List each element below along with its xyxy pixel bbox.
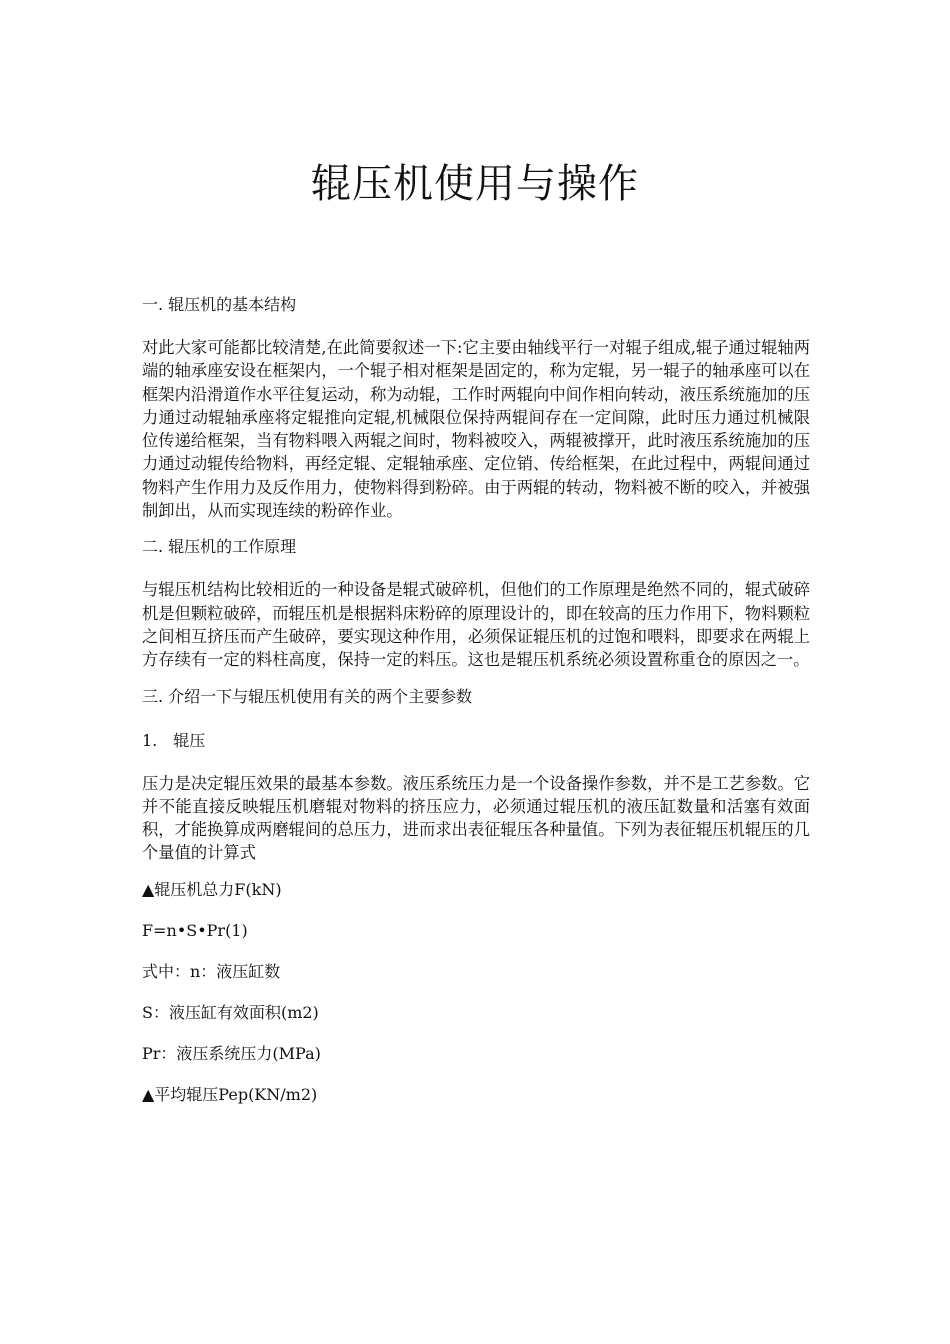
section-paragraph-structure: 对此大家可能都比较清楚,在此简要叙述一下:它主要由轴线平行一对辊子组成,辊子通过辊轴两端的轴承座安设在框架内，一个辊子相对框架是固定的，称为定辊，另一辊子的轴承座可以在框架内沿滑道作水平往复运动，称为动辊，工作时两辊向中间作相向转动，液压系统施加的压力通过动辊轴承座将定辊推向定辊,机械限位保持两辊间存在一定间隙，此时压力通过机械限位传递给框架，当有物料喂入两辊之间时，物料被咬入，两辊被撑开，此时液压系统施加的压力通过动辊传给物料，再经定辊、定辊轴承座、定位销、传给框架，在此过程中，两辊间通过物料产生作用力及反作用力，使物料得到粉碎。由于两辊的转动，物料被不断的咬入，并被强制卸出，从而实现连续的粉碎作业。 (142, 338, 810, 521)
section-heading-principle: 二. 辊压机的工作原理 (142, 537, 297, 557)
section-heading-parameters: 三. 介绍一下与辊压机使用有关的两个主要参数 (142, 686, 473, 706)
subsection-heading-roll-pressure: 1. 辊压 (142, 730, 206, 750)
formula-var-n: 式中：n：液压缸数 (142, 961, 281, 981)
formula-var-s: S：液压缸有效面积(m2) (142, 1002, 319, 1022)
formula-total-force: F=n•S•Pr(1) (142, 920, 248, 940)
section-paragraph-principle: 与辊压机结构比较相近的一种设备是辊式破碎机，但他们的工作原理是绝然不同的，辊式破碎机是但颗粒破碎，而辊压机是根据料床粉碎的原理设计的，即在较高的压力作用下，物料颗粒之间相互挤压而产生破碎，要实现这种作用，必须保证辊压机的过饱和喂料，即要求在两辊上方存续有一定的料柱高度，保持一定的料压。这也是辊压机系统必须设置称重仓的原因之一。 (142, 580, 810, 670)
section-heading-structure: 一. 辊压机的基本结构 (142, 295, 297, 314)
formula-var-pr: Pr：液压系统压力(MPa) (142, 1043, 321, 1063)
section-paragraph-roll-pressure: 压力是决定辊压效果的最基本参数。液压系统压力是一个设备操作参数，并不是工艺参数。它并不能直接反映辊压机磨辊对物料的挤压应力，必须通过辊压机的液压缸数量和活塞有效面积，才能换算成两磨辊间的总压力，进而求出表征辊压各种量值。下列为表征辊压机辊压的几个量值的计算式 (142, 773, 810, 863)
formula-label-total-force: ▲辊压机总力F(kN) (142, 879, 282, 899)
formula-label-average-pressure: ▲平均辊压Pep(KN/m2) (142, 1084, 318, 1104)
document-body (142, 292, 810, 1123)
document-title: 辊压机使用与操作 (311, 161, 639, 207)
